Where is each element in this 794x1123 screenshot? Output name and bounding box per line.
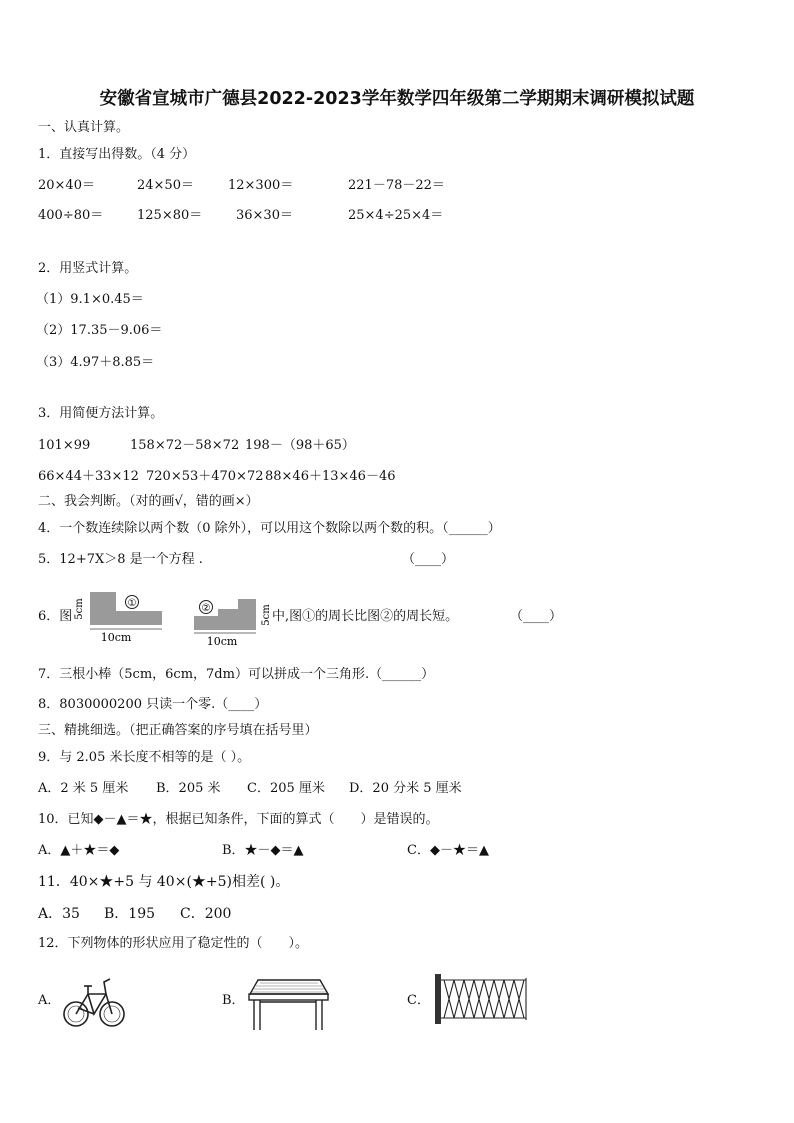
q7-close: ） — [421, 667, 435, 682]
table-icon — [246, 976, 330, 1034]
q6-text: 中,图①的周长比图②的周长短。 — [272, 609, 459, 624]
q11-option-c[interactable]: C．200 — [180, 906, 232, 922]
figure-1 — [74, 589, 174, 649]
q12-option-b[interactable]: B． — [222, 993, 245, 1008]
q10-label: 10．已知◆－▲＝★，根据已知条件，下面的算式（ ）是错误的。 — [38, 812, 439, 827]
q12-label: 12．下列物体的形状应用了稳定性的（ ）。 — [38, 936, 309, 951]
q2-label: 2．用竖式计算。 — [38, 261, 138, 276]
q3-item: 101×99 — [38, 438, 91, 453]
q1-item: 400÷80＝ — [38, 208, 104, 223]
q7-text: 7．三根小棒（5cm，6cm，7dm）可以拼成一个三角形.（ — [38, 667, 383, 682]
q8-close: ） — [254, 697, 268, 712]
q3-item: 66×44＋33×12 — [38, 469, 139, 484]
q6-prefix: 6．图 — [38, 609, 73, 624]
figure-2 — [192, 595, 276, 651]
q7 — [38, 667, 434, 683]
q2-item: （3）4.97＋8.85＝ — [36, 355, 155, 370]
q1-item: 25×4÷25×4＝ — [348, 208, 444, 223]
q3-item: 198－（98＋65） — [245, 438, 355, 453]
figure-2-middle-block — [218, 609, 256, 616]
q3-item: 88×46＋13×46－46 — [265, 469, 396, 484]
figure-2-height-label: 5cm — [261, 604, 272, 626]
q4 — [38, 521, 501, 537]
q2-item: （2）17.35－9.06＝ — [36, 323, 163, 338]
q1-item: 125×80＝ — [137, 208, 203, 223]
q3-item: 158×72－58×72 — [130, 438, 240, 453]
q3-item: 720×53＋470×72 — [146, 469, 264, 484]
q5-answer[interactable]: （____） — [402, 552, 455, 567]
q1-item: 24×50＝ — [137, 178, 194, 193]
q9-option-c[interactable]: C．205 厘米 — [247, 781, 325, 796]
figure-1-tall-block — [90, 592, 116, 625]
q11-option-b[interactable]: B．195 — [104, 906, 156, 922]
figure-2-marker: ② — [201, 603, 211, 614]
q1-item: 36×30＝ — [236, 208, 293, 223]
q7-blank[interactable]: ______ — [382, 667, 422, 682]
q10-option-b[interactable]: B．★－◆＝▲ — [222, 843, 304, 858]
q9-option-a[interactable]: A．2 米 5 厘米 — [38, 781, 129, 796]
figure-2-top-block — [238, 599, 256, 609]
q6-answer[interactable]: （____） — [510, 609, 563, 624]
q10-option-c[interactable]: C．◆－★＝▲ — [407, 843, 489, 858]
q11-label: 11．40×★+5 与 40×(★+5)相差( )。 — [38, 874, 290, 890]
q9-label: 9．与 2.05 米长度不相等的是（ ）。 — [38, 750, 251, 765]
gate-post — [435, 974, 441, 1024]
figure-1-marker: ① — [127, 598, 137, 609]
q4-close: ） — [487, 521, 501, 536]
section3-heading: 三、精挑细选。（把正确答案的序号填在括号里） — [38, 723, 318, 738]
q4-blank[interactable]: ______ — [448, 521, 488, 536]
q11-option-a[interactable]: A．35 — [38, 906, 80, 922]
q8 — [38, 697, 267, 713]
page-title: 安徽省宣城市广德县2022-2023学年数学四年级第二学期期末调研模拟试题 — [99, 89, 695, 109]
figure-2-width-label: 10cm — [206, 635, 238, 648]
q8-text: 8．8030000200 只读一个零.（ — [38, 697, 229, 712]
figure-1-width-label: 10cm — [100, 631, 132, 644]
q3-label: 3．用简便方法计算。 — [38, 406, 164, 421]
section2-heading: 二、我会判断。（对的画√，错的画×） — [38, 494, 259, 509]
q1-item: 221－78－22＝ — [348, 178, 445, 193]
q12-option-c[interactable]: C． — [407, 993, 430, 1008]
q8-blank[interactable]: ____ — [228, 697, 255, 712]
figure-1-height-label: 5cm — [74, 598, 85, 620]
figure-2-base-block — [194, 616, 256, 630]
q1-item: 12×300＝ — [228, 178, 294, 193]
figure-1-low-block — [116, 611, 162, 625]
q1-item: 20×40＝ — [38, 178, 95, 193]
q5-text: 5．12+7X＞8 是一个方程 . — [38, 552, 203, 567]
q1-label: 1．直接写出得数。（4 分） — [38, 147, 196, 162]
q12-option-a[interactable]: A． — [38, 993, 61, 1008]
q9-option-d[interactable]: D．20 分米 5 厘米 — [349, 781, 462, 796]
q4-text: 4．一个数连续除以两个数（0 除外），可以用这个数除以两个数的积。（ — [38, 521, 449, 536]
q2-item: （1）9.1×0.45＝ — [36, 292, 144, 307]
q9-option-b[interactable]: B．205 米 — [156, 781, 221, 796]
expandable-gate-icon — [434, 972, 530, 1028]
bicycle-icon — [62, 968, 126, 1032]
section1-heading: 一、认真计算。 — [38, 120, 130, 135]
q10-option-a[interactable]: A．▲＋★＝◆ — [38, 843, 120, 858]
